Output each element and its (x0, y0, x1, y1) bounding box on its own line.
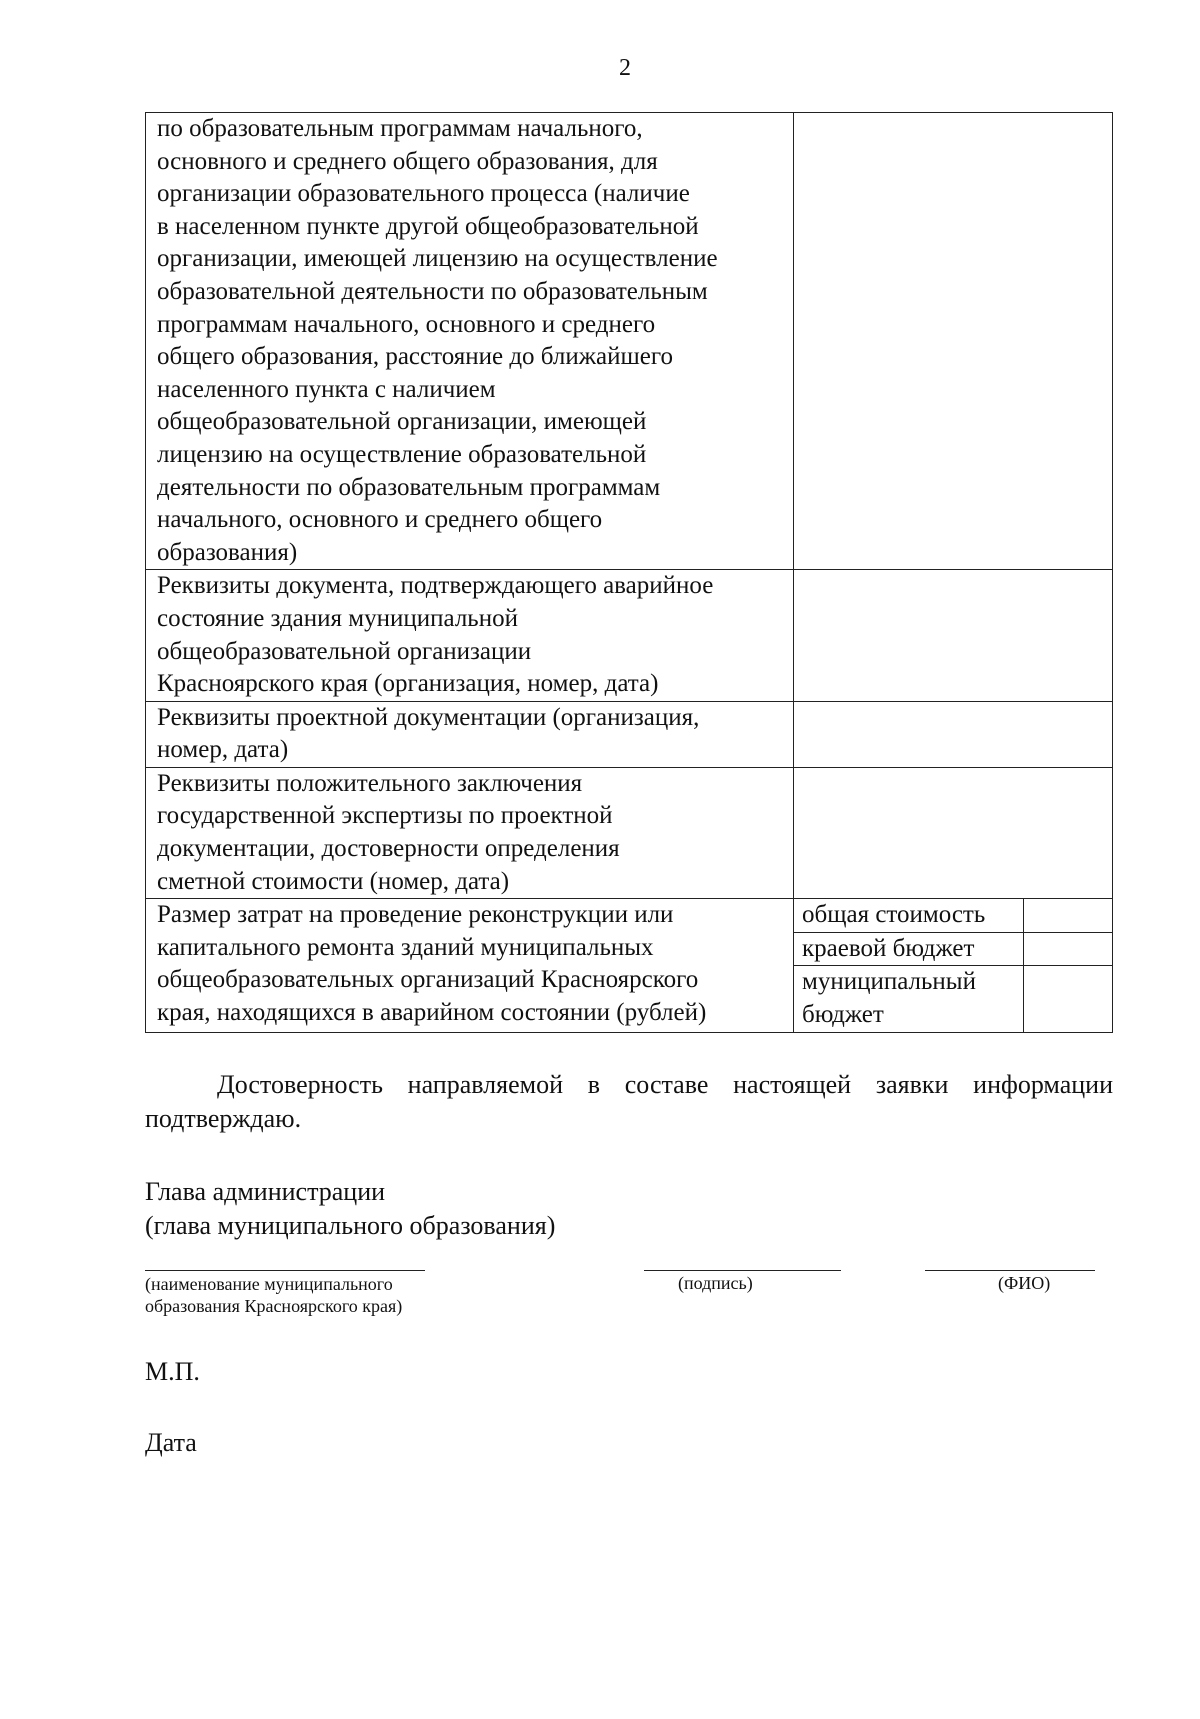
cost-label-municipal: муниципальный бюджет (794, 966, 1024, 1032)
cost-label-total: общая стоимость (794, 899, 1024, 932)
signature-line (644, 1270, 841, 1271)
cost-value-total (1024, 899, 1113, 932)
row-label-emergency-doc: Реквизиты документа, подтверждающего аварийное состояние здания муниципальной общеобразовательной организации Красноярского края (организация, номер, дата) (146, 570, 794, 701)
row-label-costs: Размер затрат на проведение реконструкции или капитального ремонта зданий муниципальных общеобразовательных организаций Красноярского края, находящихся в аварийном состоянии (рублей) (146, 899, 794, 1032)
cost-row-total (794, 899, 1112, 932)
municipality-line (145, 1270, 425, 1271)
table-row (146, 701, 1113, 767)
row-value-emergency-doc (794, 570, 1113, 701)
cost-value-regional (1024, 932, 1113, 966)
cost-row-regional (794, 932, 1112, 966)
cost-row-municipal (794, 966, 1112, 1032)
table-row (146, 899, 1113, 1032)
row-value-project-doc (794, 701, 1113, 767)
row-label-expertise: Реквизиты положительного заключения государственной экспертизы по проектной документации, достоверности определения сметной стоимости (номер, дата) (146, 767, 794, 898)
application-table (145, 112, 1113, 1033)
cost-value-municipal (1024, 966, 1113, 1032)
table-row (146, 767, 1113, 898)
head-title-sub: (глава муниципального образования) (145, 1211, 556, 1240)
cost-label-regional: краевой бюджет (794, 932, 1024, 966)
row-value-expertise (794, 767, 1113, 898)
cost-breakdown (794, 899, 1113, 1032)
confirmation-text: Достоверность направляемой в составе настоящей заявки информации подтверждаю. (145, 1070, 1113, 1133)
row-label-distance: по образовательным программам начального, основного и среднего общего образования, для организации образовательного процесса (наличие в населенном пункте другой общеобразовательной организации, имеющей лицензию на осуществление образовательной деятельности по образовательным программам начального, основного и среднего общего образования, расстояние до ближайшего населенного пункта с наличием общеобразовательной организации, имеющей лицензию на осуществление образовательной деятельности по образовательным программам начального, основного и среднего общего образования) (146, 113, 794, 570)
row-label-project-doc: Реквизиты проектной документации (организация, номер, дата) (146, 701, 794, 767)
stamp-placeholder: М.П. (145, 1357, 200, 1386)
fio-caption: (ФИО) (998, 1273, 1051, 1293)
fio-line (925, 1270, 1095, 1271)
municipality-caption: (наименование муниципального образования Красноярского края) (145, 1274, 403, 1316)
signature-caption: (подпись) (678, 1273, 753, 1293)
page-number: 2 (619, 55, 631, 81)
table-row (146, 570, 1113, 701)
head-title: Глава администрации (145, 1177, 386, 1206)
row-value-distance (794, 113, 1113, 570)
table-row (146, 113, 1113, 570)
date-label: Дата (145, 1428, 197, 1457)
cost-table (794, 899, 1112, 1031)
